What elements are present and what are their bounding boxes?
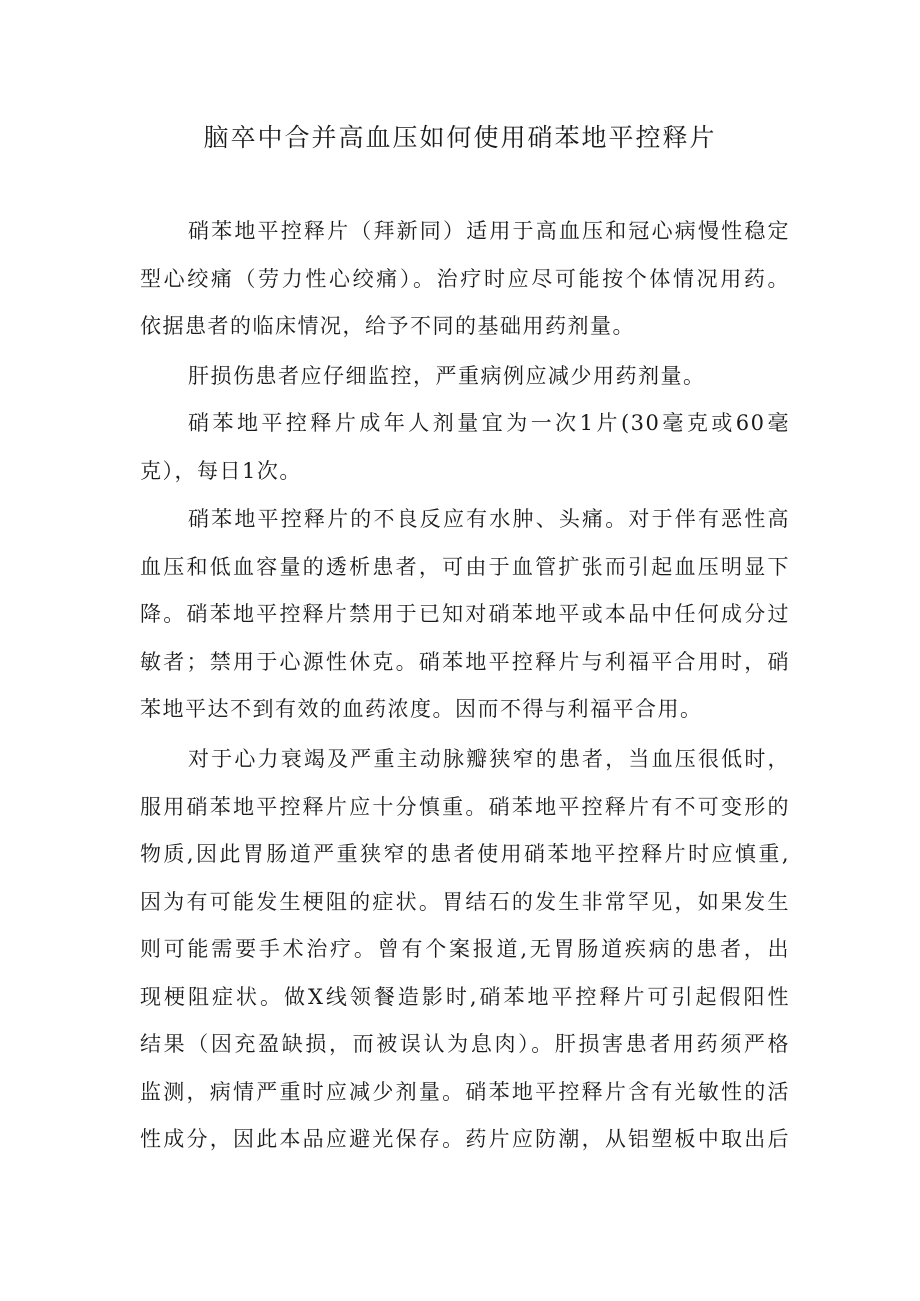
paragraph-4 bbox=[140, 496, 790, 734]
paragraph-line: 硝苯地平控释片的不良反应有水肿、头痛。对于伴有恶性高 bbox=[188, 507, 790, 531]
paragraph-line: 结果（因充盈缺损，而被误认为息肉）。肝损害患者用药须严格 bbox=[140, 1032, 790, 1056]
paragraph-line: 现梗阻症状。做X线领餐造影时,硝苯地平控释片可引起假阳性 bbox=[140, 984, 790, 1009]
paragraph-2 bbox=[140, 353, 790, 401]
paragraph-line: 血压和低血容量的透析患者，可由于血管扩张而引起血压明显下 bbox=[140, 554, 790, 579]
paragraph-line: 硝苯地平控释片成年人剂量宜为一次1片(30毫克或60毫 bbox=[188, 411, 790, 435]
paragraph-3 bbox=[140, 400, 790, 495]
paragraph-line: 性成分，因此本品应避光保存。药片应防潮，从铝塑板中取出后 bbox=[140, 1127, 790, 1151]
paragraph-line: 服用硝苯地平控释片应十分慎重。硝苯地平控释片有不可变形的 bbox=[140, 794, 790, 819]
paragraph-line: 肝损伤患者应仔细监控，严重病例应减少用药剂量。 bbox=[188, 364, 706, 388]
paragraph-line: 克），每日1次。 bbox=[140, 458, 302, 483]
paragraph-line: 因为有可能发生梗阻的症状。胃结石的发生非常罕见，如果发生 bbox=[140, 889, 790, 914]
paragraph-line: 敏者；禁用于心源性休克。硝苯地平控释片与利福平合用时，硝 bbox=[140, 649, 790, 674]
paragraph-line: 对于心力衰竭及严重主动脉瓣狭窄的患者，当血压很低时， bbox=[188, 747, 790, 771]
paragraph-line: 降。硝苯地平控释片禁用于已知对硝苯地平或本品中任何成分过 bbox=[140, 602, 790, 626]
paragraph-line: 依据患者的临床情况，给予不同的基础用药剂量。 bbox=[140, 314, 635, 338]
document-title: 脑卒中合并高血压如何使用硝苯地平控释片 bbox=[203, 123, 717, 152]
paragraph-line: 物质,因此胃肠道严重狭窄的患者使用硝苯地平控释片时应慎重, bbox=[140, 842, 790, 866]
paragraph-5 bbox=[140, 736, 790, 1164]
paragraph-1 bbox=[140, 208, 790, 351]
paragraph-line: 则可能需要手术治疗。曾有个案报道,无胃肠道疾病的患者，出 bbox=[140, 937, 790, 961]
paragraph-line: 苯地平达不到有效的血药浓度。因而不得与利福平合用。 bbox=[140, 697, 703, 721]
paragraph-line: 监测，病情严重时应减少剂量。硝苯地平控释片含有光敏性的活 bbox=[140, 1079, 790, 1104]
paragraph-line: 硝苯地平控释片（拜新同）适用于高血压和冠心病慢性稳定 bbox=[188, 219, 790, 243]
paragraph-line: 型心绞痛（劳力性心绞痛）。治疗时应尽可能按个体情况用药。 bbox=[140, 266, 790, 291]
